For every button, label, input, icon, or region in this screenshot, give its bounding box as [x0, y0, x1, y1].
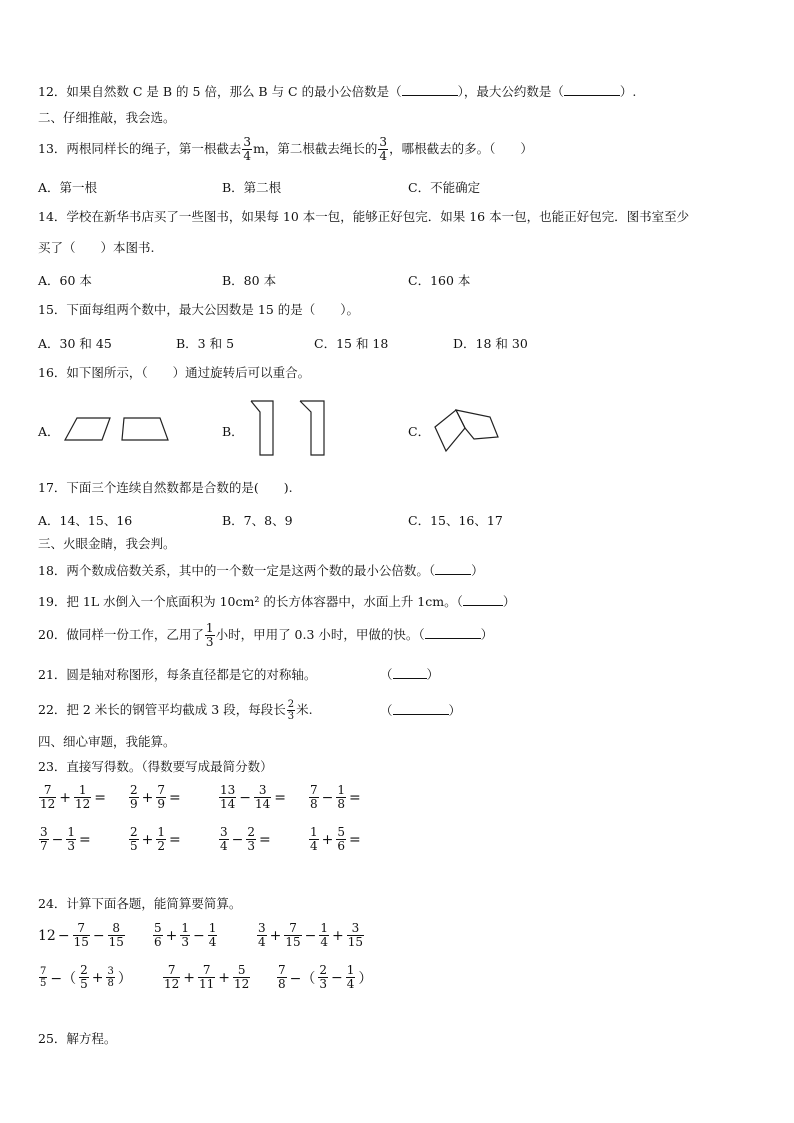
expression: $\frac{2}{9}$ + $\frac{7}{9}$ =: [130, 783, 181, 811]
fraction: $\frac{1}{12}$: [75, 783, 91, 811]
expression: $\frac{7}{5}$ −（ $\frac{2}{5}$ + $\frac{3}{8}$ ）: [40, 963, 132, 991]
l-shape-pair-figure: [248, 398, 328, 458]
option-b[interactable]: B．80 本: [222, 273, 277, 288]
option-c[interactable]: C．15、16、17: [408, 513, 503, 528]
fraction: $\frac{2}{9}$: [130, 783, 138, 811]
question-12: 12．如果自然数 C 是 B 的 5 倍，那么 B 与 C 的最小公倍数是（ ），最大公约数是（ ）.: [38, 84, 637, 99]
fraction: $\frac{3}{4}$: [220, 825, 228, 853]
answer-blank[interactable]: [393, 703, 449, 715]
expression: $\frac{7}{8}$ − $\frac{1}{8}$ =: [310, 783, 361, 811]
option-c[interactable]: C．15 和 18: [314, 336, 389, 351]
option-c[interactable]: C．不能确定: [408, 180, 481, 195]
fraction: $\frac{1}{8}$: [337, 783, 346, 811]
fraction: $\frac{3}{4}$: [243, 135, 252, 163]
question-22: 22．把 2 米长的钢管平均截成 3 段，每段长 $\frac{2}{3}$ 米.: [38, 699, 313, 722]
option-b[interactable]: B．: [222, 424, 244, 439]
option-b[interactable]: B．3 和 5: [176, 336, 235, 351]
answer-blank[interactable]: [463, 594, 503, 606]
answer-blank[interactable]: [435, 563, 471, 575]
expression: $\frac{3}{4}$ + $\frac{7}{15}$ − $\frac{1}{4}$ + $\frac{3}{15}$: [258, 921, 364, 949]
question-18: 18．两个数成倍数关系，其中的一个数一定是这两个数的最小公倍数。（ ）: [38, 563, 484, 578]
fraction: $\frac{7}{8}$: [310, 783, 318, 811]
question-22-answer: （ ）: [380, 703, 462, 718]
question-17: 17．下面三个连续自然数都是合数的是( ).: [38, 480, 293, 495]
question-16: 16．如下图所示，（ ）通过旋转后可以重合。: [38, 365, 311, 380]
expression: $\frac{3}{7}$ − $\frac{1}{3}$ =: [40, 825, 91, 853]
fraction: $\frac{2}{5}$: [130, 825, 138, 853]
question-24: 24．计算下面各题，能简算要简算。: [38, 896, 242, 911]
expression: $\frac{2}{5}$ + $\frac{1}{2}$ =: [130, 825, 181, 853]
expression: $\frac{5}{6}$ + $\frac{1}{3}$ − $\frac{1}{4}$: [154, 921, 217, 949]
answer-blank[interactable]: [393, 667, 427, 679]
question-23: 23．直接写得数。（得数要写成最简分数）: [38, 759, 273, 774]
expression: $\frac{7}{12}$ + $\frac{1}{12}$ =: [40, 783, 107, 811]
question-15: 15．下面每组两个数中，最大公因数是 15 的是（ ）。: [38, 302, 360, 317]
option-a[interactable]: A．第一根: [38, 180, 98, 195]
option-a[interactable]: A．60 本: [38, 273, 92, 288]
fraction: $\frac{7}{12}$: [40, 783, 56, 811]
fraction: $\frac{3}{14}$: [255, 783, 271, 811]
expression: $\frac{1}{4}$ + $\frac{5}{6}$ =: [310, 825, 361, 853]
fraction: $\frac{7}{9}$: [157, 783, 166, 811]
section-4-heading: 四、细心审题，我能算。: [38, 734, 176, 749]
calc-row: [38, 784, 398, 811]
calc-row: [38, 826, 398, 853]
option-c[interactable]: C．: [408, 424, 431, 439]
question-25: 25．解方程。: [38, 1031, 117, 1046]
expression: $\frac{7}{12}$ + $\frac{7}{11}$ + $\frac{5}{12}$: [164, 963, 250, 991]
fraction: $\frac{2}{3}$: [247, 825, 256, 853]
question-19: 19．把 1L 水倒入一个底面积为 10cm² 的长方体容器中，水面上升 1cm。（ ）: [38, 594, 516, 609]
option-d[interactable]: D．18 和 30: [453, 336, 528, 351]
fraction: $\frac{3}{4}$: [379, 135, 388, 163]
fraction: $\frac{1}{4}$: [310, 825, 318, 853]
fraction: $\frac{1}{3}$: [205, 621, 214, 649]
fraction: $\frac{3}{7}$: [40, 825, 48, 853]
option-b[interactable]: B．7、8、9: [222, 513, 293, 528]
question-21: 21．圆是轴对称图形，每条直径都是它的对称轴。: [38, 667, 317, 682]
calc-row: [38, 964, 374, 991]
question-21-answer: （ ）: [380, 667, 440, 682]
answer-blank[interactable]: [425, 627, 481, 639]
expression: 12 − $\frac{7}{15}$ − $\frac{8}{15}$: [38, 921, 124, 949]
answer-blank[interactable]: [402, 84, 458, 96]
section-2-heading: 二、仔细推敲，我会选。: [38, 110, 176, 125]
expression: $\frac{7}{8}$ −（ $\frac{2}{3}$ − $\frac{1}{4}$ ）: [278, 963, 373, 991]
fraction: $\frac{2}{3}$: [287, 699, 295, 722]
option-a[interactable]: A．: [38, 424, 60, 439]
fraction: $\frac{1}{3}$: [67, 825, 76, 853]
fraction: $\frac{5}{6}$: [337, 825, 346, 853]
calc-row: [38, 922, 365, 949]
option-a[interactable]: A．30 和 45: [38, 336, 112, 351]
pentagon-pair-figure: [432, 403, 504, 453]
fraction: $\frac{1}{2}$: [157, 825, 166, 853]
question-20: 20．做同样一份工作，乙用了 $\frac{1}{3}$ 小时，甲用了 0.3 小时，甲做的快。（ ）: [38, 621, 494, 649]
option-a[interactable]: A．14、15、16: [38, 513, 133, 528]
trapezoid-pair-figure: [62, 413, 172, 443]
answer-blank[interactable]: [564, 84, 620, 96]
option-b[interactable]: B．第二根: [222, 180, 282, 195]
section-3-heading: 三、火眼金睛，我会判。: [38, 536, 176, 551]
question-14-line-1: 14．学校在新华书店买了一些图书，如果每 10 本一包，能够正好包完．如果 16 本一包，也能正好包完．图书室至少: [38, 209, 690, 224]
option-c[interactable]: C．160 本: [408, 273, 471, 288]
question-13: 13．两根同样长的绳子，第一根截去 $\frac{3}{4}$ m，第二根截去绳长的 $\frac{3}{4}$ ，哪根截去的多。（ ）: [38, 135, 533, 163]
question-14-line-2: 买了（ ）本图书.: [38, 240, 155, 255]
fraction: $\frac{13}{14}$: [220, 783, 236, 811]
expression: $\frac{3}{4}$ − $\frac{2}{3}$ =: [220, 825, 271, 853]
expression: $\frac{13}{14}$ − $\frac{3}{14}$ =: [220, 783, 287, 811]
